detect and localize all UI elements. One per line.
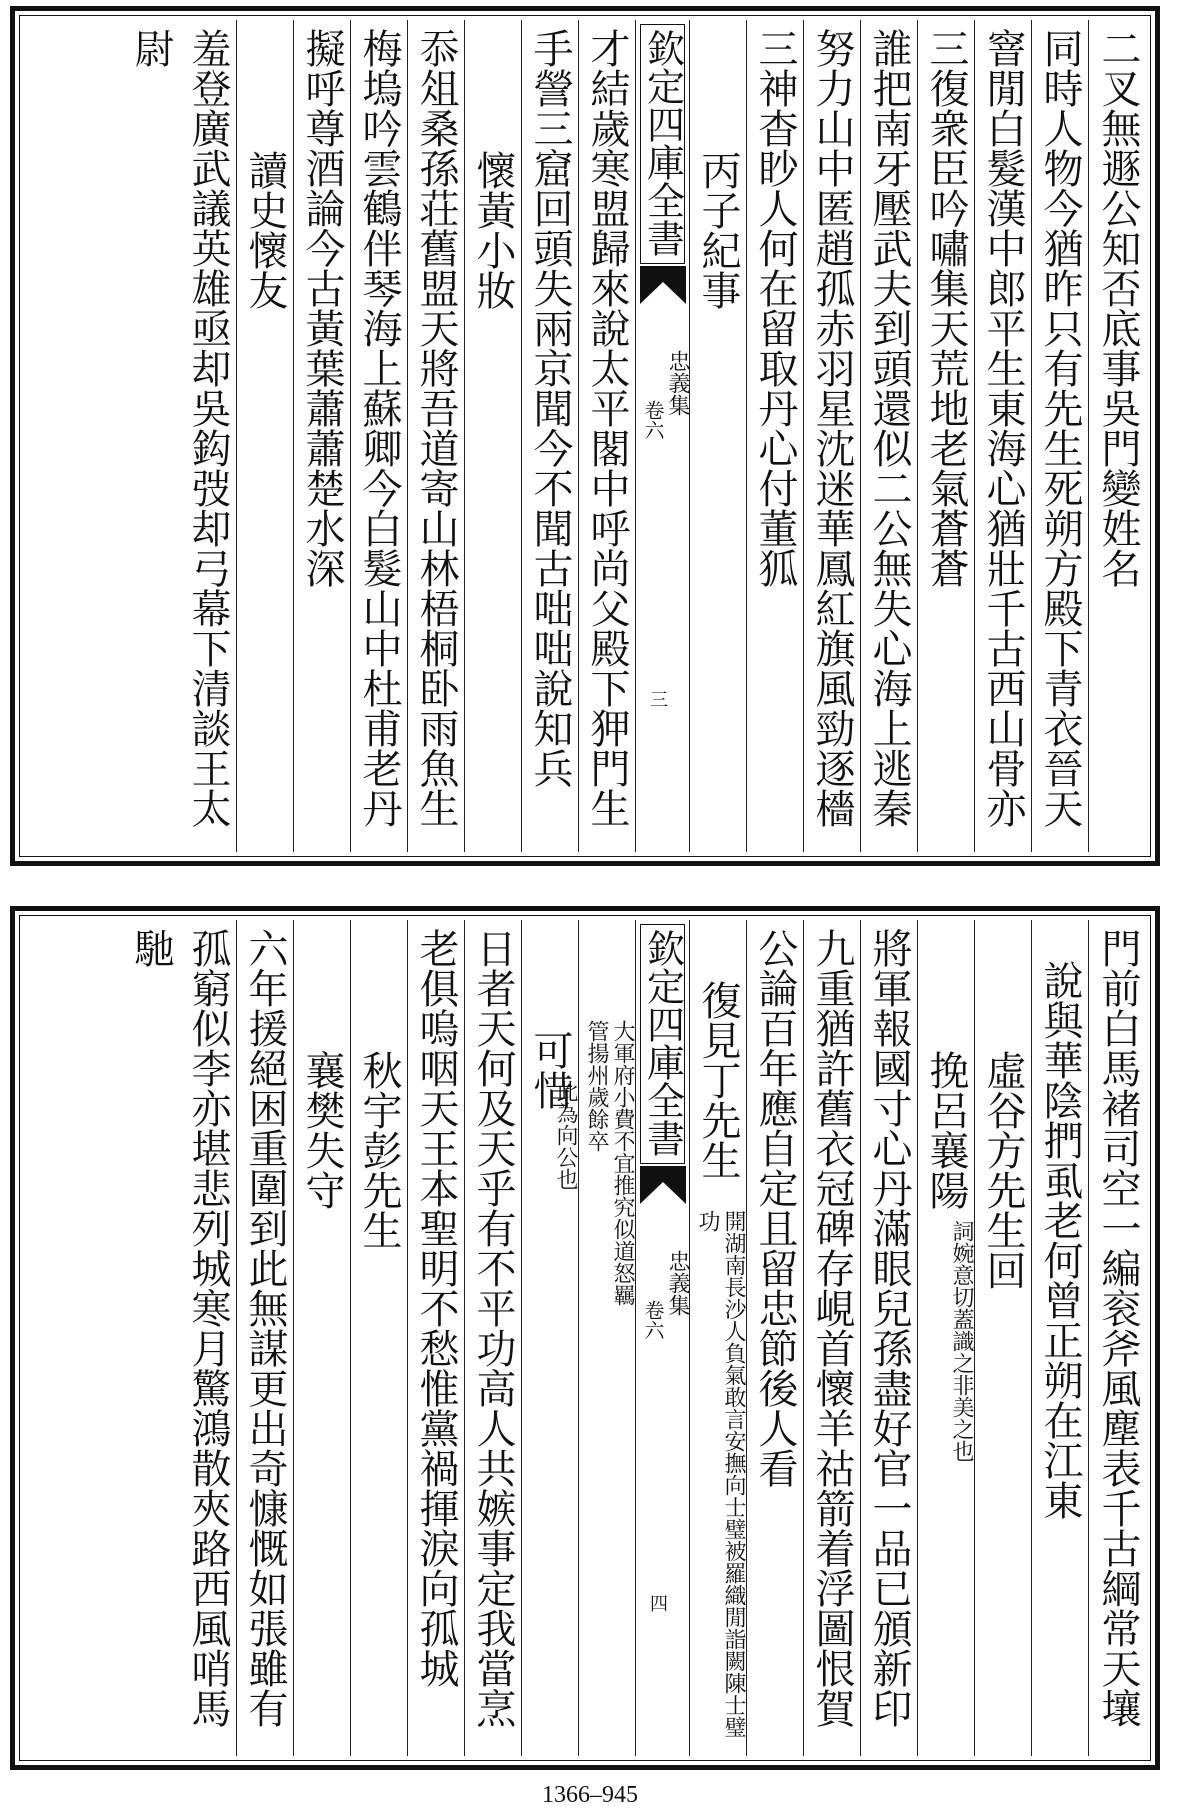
column-text: 三神杳眇人何在留取丹心付董狐	[752, 28, 798, 588]
annotation-note: 大軍府小費不宜推究似道怒羈管揚州歲餘卒	[584, 1020, 635, 1306]
banner-book-name: 忠義集	[665, 350, 690, 416]
poem-title: 虛谷方先生回	[980, 1050, 1026, 1290]
poem-title-column	[294, 920, 351, 1756]
fish-tail-icon	[640, 1166, 686, 1206]
column-text: 說與華陰捫虱老何曾正朔在江東	[1037, 960, 1083, 1520]
column-text: 窨閒白髮漢中郎平生東海心猶壯千古西山骨亦	[980, 28, 1026, 828]
top-columns	[24, 20, 1146, 852]
annotation-note: 詞婉意切蓋識之非美之也	[949, 1220, 974, 1462]
column-text: 門前白馬褚司空一編衮斧風塵表千古綱常天壤	[1095, 928, 1141, 1728]
column-text: 孤窮似李亦堪悲列城寒月驚鴻散夾路西風哨馬馳	[128, 928, 231, 1728]
poem-title: 復見丁先生	[695, 980, 741, 1180]
column-text: 六年援絕困重圍到此無謀更出奇慷慨如張雖有	[242, 928, 288, 1728]
text-column	[294, 20, 351, 852]
text-column	[804, 20, 861, 852]
poem-title: 秋宇彭先生	[356, 1050, 402, 1250]
column-text: 二叉無遯公知否底事吳門變姓名	[1095, 28, 1141, 588]
poem-title-column	[351, 920, 408, 1756]
poem-title: 可惜	[527, 1030, 573, 1110]
column-text: 九重猶許舊衣冠碑存峴首懷羊祜箭着浮圖恨賀	[809, 928, 855, 1728]
poem-title: 挽呂襄陽	[923, 1050, 969, 1210]
text-column	[1089, 20, 1146, 852]
text-column	[1089, 920, 1146, 1756]
center-banner	[636, 920, 690, 1756]
annotation-note: 開湖南長沙人負氣敢言安撫向士璧被羅織閒詣闕陳士璧功	[695, 1210, 746, 1738]
annotation-note: 此為向公也	[553, 1080, 578, 1190]
banner-book-name: 忠義集	[665, 1250, 690, 1316]
text-column	[24, 920, 237, 1756]
column-text: 公論百年應自定且留忠節後人看	[752, 928, 798, 1488]
fish-tail-icon	[640, 266, 686, 306]
column-text: 忝俎桑孫荘舊盟天將吾道寄山林梧桐卧雨魚生	[413, 28, 459, 828]
poem-title-column	[918, 920, 975, 1756]
banner-title: 欽定四庫全書	[640, 924, 685, 1164]
bottom-page	[10, 906, 1160, 1770]
banner-page-number: 三	[650, 690, 668, 711]
page-caption: 1366–945	[542, 1782, 638, 1808]
banner-volume: 卷六	[641, 1300, 665, 1340]
poem-title-column	[975, 920, 1032, 1756]
poem-title-column	[522, 920, 579, 1756]
text-column	[408, 20, 465, 852]
text-column	[522, 20, 579, 852]
banner-page-number: 四	[650, 1594, 668, 1615]
poem-title: 丙子紀事	[695, 150, 741, 310]
column-text: 三復衆臣吟嘯集天荒地老氣蒼蒼	[923, 28, 969, 588]
text-column	[351, 20, 408, 852]
column-text: 老俱嗚咽天王本聖明不愁惟黨禍揮淚向孤城	[413, 928, 459, 1688]
column-text: 羞登廣武議英雄亟却吳鈎弢却弓幕下清談王太尉	[128, 28, 231, 828]
column-text: 努力山中匿趙孤赤羽星沈迷華鳳紅旗風勁逐檣	[809, 28, 855, 828]
poem-title-column	[690, 20, 747, 852]
text-column	[918, 20, 975, 852]
text-column	[579, 20, 636, 852]
center-banner	[636, 20, 690, 852]
poem-title-column	[465, 20, 522, 852]
bottom-columns	[24, 920, 1146, 1756]
text-column	[1032, 920, 1089, 1756]
text-column	[861, 20, 918, 852]
banner-volume: 卷六	[641, 400, 665, 440]
text-column	[975, 20, 1032, 852]
poem-title: 讀史懷友	[242, 150, 288, 310]
column-text: 手謍三窟回頭失兩京聞今不聞古咄咄說知兵	[527, 28, 573, 788]
poem-title: 襄樊失守	[299, 1050, 345, 1210]
text-column	[1032, 20, 1089, 852]
top-page	[10, 6, 1160, 866]
text-column	[408, 920, 465, 1756]
banner-title: 欽定四庫全書	[640, 24, 685, 264]
column-text: 梅塢吟雲鶴伴琴海上蘇卿今白髮山中杜甫老丹	[356, 28, 402, 828]
column-text: 擬呼尊酒論今古黃葉蕭蕭楚水深	[299, 28, 345, 588]
text-column	[747, 920, 804, 1756]
column-text: 才結歲寒盟歸來說太平閣中呼尚父殿下狎門生	[584, 28, 630, 828]
text-column	[24, 20, 237, 852]
poem-title: 懷黃小妝	[470, 150, 516, 310]
annotation-column	[579, 920, 636, 1756]
text-column	[861, 920, 918, 1756]
text-column	[465, 920, 522, 1756]
text-column	[237, 920, 294, 1756]
text-column	[804, 920, 861, 1756]
poem-title-column	[237, 20, 294, 852]
column-text: 同時人物今猶昨只有先生死朔方殿下青衣晉天	[1037, 28, 1083, 828]
column-text: 日者天何及天乎有不平功高人共嫉事定我當烹	[470, 928, 516, 1728]
column-text: 將軍報國寸心丹滿眼兒孫盡好官一品已頒新印	[866, 928, 912, 1728]
column-text: 誰把南牙壓武夫到頭還似二公無失心海上逃秦	[866, 28, 912, 828]
text-column	[747, 20, 804, 852]
poem-title-column	[690, 920, 747, 1756]
